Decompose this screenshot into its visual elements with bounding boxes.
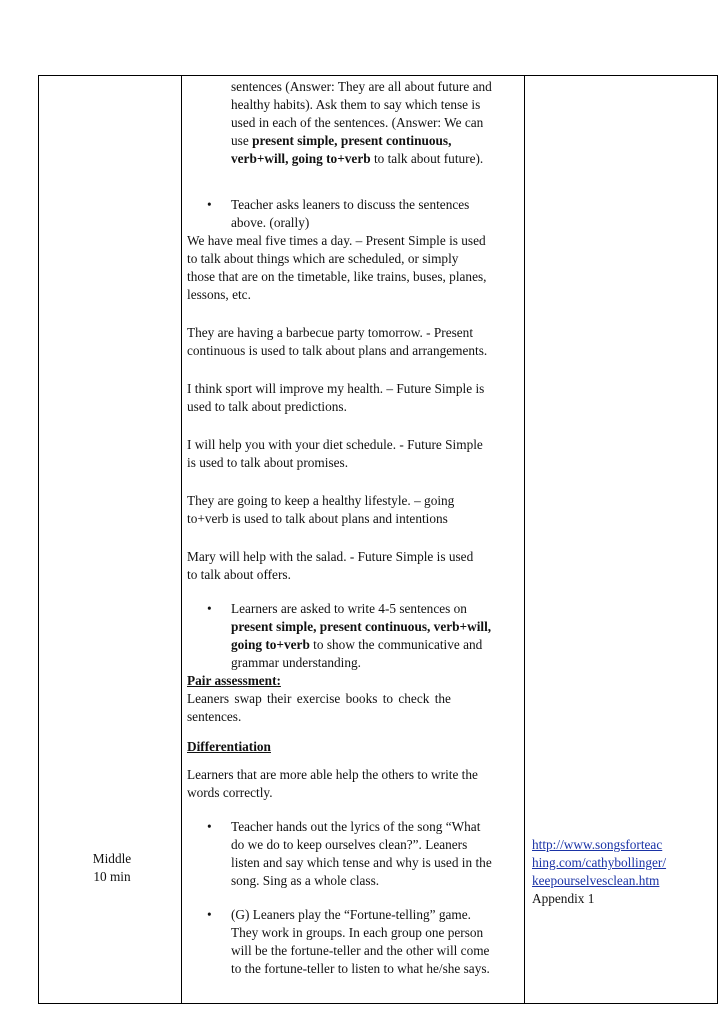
bullet-text: Learners are asked to write 4-5 sentences on	[231, 601, 467, 616]
intro-text: to talk about future).	[370, 151, 484, 166]
differentiation-heading: Differentiation	[187, 739, 271, 754]
bullet-text: do we do to keep ourselves clean?”. Leaners	[231, 837, 468, 852]
bullet-text: song. Sing as a whole class.	[231, 873, 380, 888]
example-line: to talk about things which are scheduled, or simply	[187, 251, 459, 266]
example-line: continuous is used to talk about plans and arrangements.	[187, 343, 488, 358]
differentiation-text: words correctly.	[187, 785, 273, 800]
bullet-text: listen and say which tense and why is used in the	[231, 855, 492, 870]
bullet-icon: •	[207, 601, 212, 616]
intro-line: used in each of the sentences. (Answer: We can	[231, 115, 484, 130]
activity-content	[187, 78, 520, 978]
intro-line: sentences (Answer: They are all about future and	[231, 79, 492, 94]
intro-text: use	[231, 133, 253, 148]
table-left-border	[38, 75, 39, 1004]
stage-duration: 10 min	[93, 869, 131, 884]
bullet-discuss	[187, 196, 520, 232]
table-right-border	[717, 75, 718, 1004]
example-line: We have meal five times a day. – Present Simple is used	[187, 233, 486, 248]
bullet-text: grammar understanding.	[231, 655, 361, 670]
example-line: They are going to keep a healthy lifestyle. – going	[187, 493, 455, 508]
bullet-text: to the fortune-teller to listen to what he/she says.	[231, 961, 490, 976]
intro-line: healthy habits). Ask them to say which tense is	[231, 97, 481, 112]
example-line: lessons, etc.	[187, 287, 251, 302]
differentiation-text: Learners that are more able help the others to write the	[187, 767, 478, 782]
bullet-icon: •	[207, 197, 212, 212]
bullet-text	[231, 636, 520, 654]
bullet-text: above. (orally)	[231, 215, 310, 230]
example-line: is used to talk about promises.	[187, 455, 349, 470]
example-line: used to talk about predictions.	[187, 399, 347, 414]
example-line: I will help you with your diet schedule. - Future Simple	[187, 437, 483, 452]
bullet-bold-text: going to+verb	[231, 637, 310, 652]
pair-assessment-text: sentences.	[187, 709, 242, 724]
example-line: They are having a barbecue party tomorrow. - Present	[187, 325, 474, 340]
intro-bold-tenses: verb+will, going to+verb	[231, 151, 371, 166]
bullet-icon: •	[207, 819, 212, 834]
bullet-song	[187, 818, 520, 890]
pair-assessment-text: Leaners swap their exercise books to check the	[187, 691, 451, 706]
bullet-text: Teacher asks leaners to discuss the sentences	[231, 197, 470, 212]
example-line: to+verb is used to talk about plans and intentions	[187, 511, 448, 526]
table-divider-2	[524, 75, 525, 1004]
bullet-text: They work in groups. In each group one person	[231, 925, 484, 940]
table-bottom-border	[38, 1003, 718, 1004]
bullet-text: (G) Leaners play the “Fortune-telling” game.	[231, 907, 471, 922]
bullet-bold-text: present simple, present continuous, verb+will,	[231, 619, 492, 634]
stage-name: Middle	[92, 851, 132, 866]
example-line: I think sport will improve my health. – Future Simple is	[187, 381, 485, 396]
intro-bold-tenses: present simple, present continuous,	[252, 133, 452, 148]
intro-line	[187, 150, 520, 168]
song-link[interactable]: keepourselvesclean.htm	[532, 873, 660, 888]
example-line: those that are on the timetable, like trains, buses, planes,	[187, 269, 487, 284]
song-link[interactable]: http://www.songsforteac	[532, 837, 663, 852]
bullet-text: to show the communicative and	[309, 637, 483, 652]
bullet-text: Teacher hands out the lyrics of the song “What	[231, 819, 481, 834]
table-top-border	[38, 75, 718, 76]
example-line: to talk about offers.	[187, 567, 291, 582]
intro-line	[187, 132, 520, 150]
song-link[interactable]: hing.com/cathybollinger/	[532, 855, 667, 870]
resources-cell	[532, 836, 712, 908]
bullet-text: will be the fortune-teller and the other will come	[231, 943, 490, 958]
bullet-icon: •	[207, 907, 212, 922]
stage-cell	[44, 850, 180, 886]
appendix-label: Appendix 1	[532, 891, 595, 906]
bullet-write	[187, 600, 520, 672]
example-line: Mary will help with the salad. - Future Simple is used	[187, 549, 474, 564]
bullet-game	[187, 906, 520, 978]
table-divider-1	[181, 75, 182, 1004]
pair-assessment-heading: Pair assessment:	[187, 673, 281, 688]
